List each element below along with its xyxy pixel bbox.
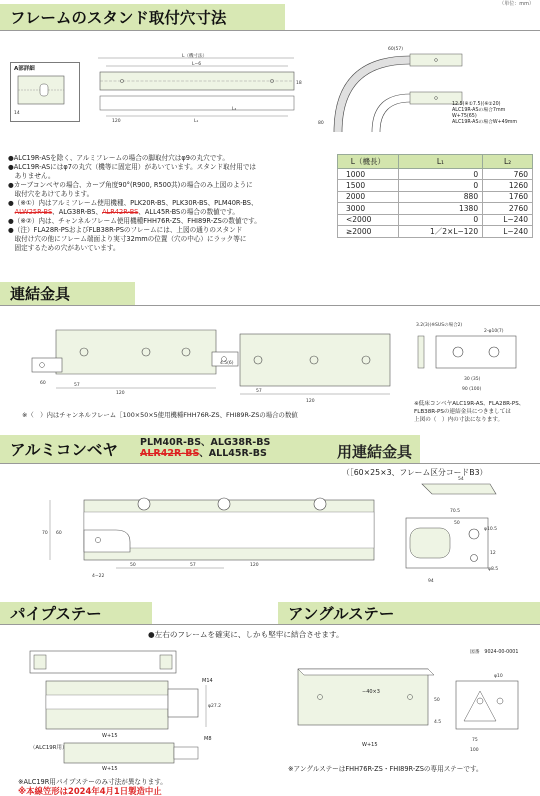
svg-text:60: 60 (56, 531, 62, 536)
alu-spec: （［60×25×3、フレーム区分コードB3） (342, 468, 488, 477)
table-cell: 2760 (483, 203, 533, 214)
svg-text:50: 50 (434, 698, 440, 703)
curve-note (452, 102, 517, 126)
svg-text:φ8.5: φ8.5 (488, 567, 499, 572)
stand-note: ●（注）FLA28R-PSおよびFLB38R-PSのフレームには、上図の通りのスタンド (8, 226, 243, 234)
alu-models-line1: PLM40R-BS、ALG38R-BS (140, 437, 271, 448)
table-row (338, 169, 533, 180)
svg-text:3.2(3)(※SUSの場合2): 3.2(3)(※SUSの場合2) (416, 323, 463, 328)
alu-model-red: ALR42R-BS (140, 448, 200, 459)
stand-note: 取付け穴の他にフレーム端面より実寸32mmの位置（穴の中心）にラック等に (8, 235, 247, 243)
svg-text:57: 57 (256, 389, 262, 394)
svg-text:L₂: L₂ (232, 107, 237, 112)
length-table (337, 154, 533, 238)
curve-note-line-3: W+75(65) (452, 114, 477, 119)
svg-text:φ27.2: φ27.2 (208, 704, 221, 709)
table-row (338, 180, 533, 191)
alu-models (140, 437, 270, 459)
table-cell: 1760 (483, 191, 533, 202)
svg-text:L（機寸法）: L（機寸法） (182, 54, 208, 59)
stand-note: ●ALC19R-ASにはφ7の丸穴（機等に固定用）があいています。スタンド取付用では (8, 163, 257, 171)
column-header: L（機長） (338, 155, 399, 169)
table-cell: 0 (398, 214, 482, 225)
section-title-pipe: パイプステー (10, 605, 102, 623)
discontinued-note: ※本線笠形は2024年4月1日製造中止 (18, 786, 162, 796)
joint-side-note-line-3: 上図の（ ）内の寸法になります。 (414, 417, 504, 423)
svg-text:50: 50 (130, 563, 136, 568)
stand-note: ●（※①）内はアルミフレーム使用機種、PLK20R-BS、PLK30R-BS、PLM40R-BS、 (8, 199, 258, 207)
svg-text:60(57): 60(57) (388, 47, 403, 52)
svg-text:120: 120 (306, 399, 315, 404)
svg-text:14: 14 (14, 111, 20, 116)
stand-notes (8, 154, 333, 253)
pipe-dim-w15: W+15 (102, 733, 118, 739)
svg-text:4−22: 4−22 (92, 574, 105, 579)
stand-note: ●（※②）内は、チャンネルフレーム使用機種FHH76R-ZS、FHI89R-ZSの数値です。 (8, 217, 261, 225)
alu-models-line2-tail: 、ALL45R-BS (199, 448, 267, 459)
table-cell: 0 (398, 180, 482, 191)
stand-note-tail: 、ALL45R-BSの場合の数値です。 (138, 208, 240, 216)
alu-models-line2 (140, 448, 270, 459)
figure-number: 図番 9024-00-0001 (470, 650, 519, 655)
svg-text:12: 12 (490, 551, 496, 556)
table-row (338, 203, 533, 214)
table-row (338, 214, 533, 225)
alc19r-label: （ALC19R用） (30, 745, 68, 751)
curve-note-line-2: ALC19R-ASの場合7mm (452, 108, 506, 113)
angle-dim-w15: W+15 (362, 742, 378, 748)
svg-text:90 (100): 90 (100) (462, 387, 482, 392)
stand-note: ありません。 (8, 172, 55, 180)
table-row (338, 225, 533, 237)
section-title-alu-prefix: アルミコンベヤ (10, 441, 118, 459)
table-cell: 1380 (398, 203, 482, 214)
joint-bracket-plate-drawing (414, 318, 526, 398)
a-detail-label: A部詳細 (14, 66, 35, 72)
table-cell: ≥2000 (338, 225, 399, 237)
curve-note-line-1: 12.5(※①7.5)(※②20) (452, 102, 501, 107)
curve-note-line-4: ALC19R-ASの場合W+49mm (452, 120, 518, 125)
svg-text:60: 60 (40, 381, 46, 386)
column-header: L₂ (483, 155, 533, 169)
table-cell: 2000 (338, 191, 399, 202)
stand-note: ●ALC19R-ASを除く、アルミフレームの場合の脚取付穴はφ9の丸穴です。 (8, 154, 229, 162)
joint-side-note (414, 400, 524, 424)
section-title-joint: 連結金具 (10, 285, 71, 303)
section-header-angle (278, 602, 540, 624)
curve-frame-drawing (318, 40, 466, 138)
svg-text:φ10.5: φ10.5 (484, 527, 497, 532)
pipe-dim-m14: M14 (202, 678, 213, 684)
section-header-stand (0, 4, 285, 30)
table-cell: 0 (398, 169, 482, 180)
svg-text:φ10: φ10 (494, 674, 503, 679)
table-row (338, 191, 533, 202)
svg-text:120: 120 (112, 119, 121, 124)
stand-note-red-2: ALR42R-BS (102, 208, 139, 216)
svg-text:70: 70 (42, 531, 48, 536)
svg-text:120: 120 (250, 563, 259, 568)
stand-note-mid: 、ALG38R-BS、 (52, 208, 103, 216)
joint-side-note-line-2: FLB38R-PSの連結金具につきましては (414, 409, 511, 415)
section-header-pipe (0, 602, 152, 624)
section-header-joint (0, 282, 135, 305)
straight-frame-drawing (82, 48, 312, 124)
table-cell: 3000 (338, 203, 399, 214)
pipe-bottom-note: ※ALC19R用パイプステーのみ寸法が異なります。 (18, 778, 167, 786)
angle-note: ※アングルステーはFHH76R-ZS・FHI89R-ZSの専用ステーです。 (288, 765, 483, 773)
table-cell: 880 (398, 191, 482, 202)
svg-text:57: 57 (74, 383, 80, 388)
svg-text:80: 80 (318, 121, 324, 126)
svg-text:75: 75 (472, 738, 478, 743)
joint-note: ※（ ）内はチャンネルフレーム［100×50×5使用機種FHH76R-ZS、FHI89R-ZSの場合の数値 (22, 411, 298, 419)
svg-text:L−6: L−6 (192, 62, 202, 67)
svg-text:100: 100 (470, 748, 479, 753)
table-header-row (338, 155, 533, 169)
pipe-stay-drawing (10, 645, 242, 773)
svg-text:57: 57 (190, 563, 196, 568)
pipe-note: ●左右のフレームを確実に、しかも堅牢に結合させます。 (148, 630, 344, 639)
table-cell: 1000 (338, 169, 399, 180)
alu-joint-front-drawing (40, 480, 390, 580)
table-cell: 1／2×L−120 (398, 225, 482, 237)
angle-stay-drawing (284, 655, 534, 765)
svg-text:4.5(6): 4.5(6) (220, 361, 234, 366)
pipe-dim-m8: M8 (204, 736, 212, 742)
table-cell: L−240 (483, 225, 533, 237)
stand-note: 取付穴をあけてあります。 (8, 190, 94, 198)
svg-text:4.5: 4.5 (434, 720, 442, 725)
alu-joint-plan-drawing (392, 472, 532, 586)
table-cell: 760 (483, 169, 533, 180)
pipe-dim-w15-b: W+15 (102, 766, 118, 772)
section-title-stand: フレームのスタンド取付穴寸法 (10, 9, 227, 27)
table-cell: <2000 (338, 214, 399, 225)
column-header: L₁ (398, 155, 482, 169)
svg-text:2-φ10(7): 2-φ10(7) (484, 329, 504, 334)
table-cell: 1500 (338, 180, 399, 191)
svg-text:30 (35): 30 (35) (464, 377, 481, 382)
svg-text:94: 94 (428, 579, 434, 584)
table-cell: L−240 (483, 214, 533, 225)
joint-bracket-side-drawing (216, 330, 406, 410)
alu-title-suffix: 用連結金具 (337, 443, 413, 461)
stand-note: 固定するための穴があいています。 (8, 244, 120, 252)
stand-note-red-1: ALW25R-BS (14, 208, 53, 216)
joint-side-note-line-1: ※低床コンベヤALC19R-AS、FLA28R-PS、 (414, 401, 525, 407)
unit-label: （単位：mm） (499, 1, 534, 7)
svg-text:50: 50 (454, 521, 460, 526)
stand-note: ●カーブコンベヤの場合、カーブ角度90°(R900, R500共)の場合のみ上図のように (8, 181, 253, 189)
stand-note-mixed (8, 208, 333, 217)
svg-text:120: 120 (116, 391, 125, 396)
svg-text:18: 18 (296, 81, 302, 86)
angle-dim-thickness: −40×3 (362, 689, 380, 695)
svg-text:54: 54 (458, 477, 464, 482)
section-title-angle: アングルステー (288, 605, 395, 623)
table-cell: 1260 (483, 180, 533, 191)
svg-text:L₁: L₁ (194, 119, 199, 124)
svg-text:70.5: 70.5 (450, 509, 461, 514)
